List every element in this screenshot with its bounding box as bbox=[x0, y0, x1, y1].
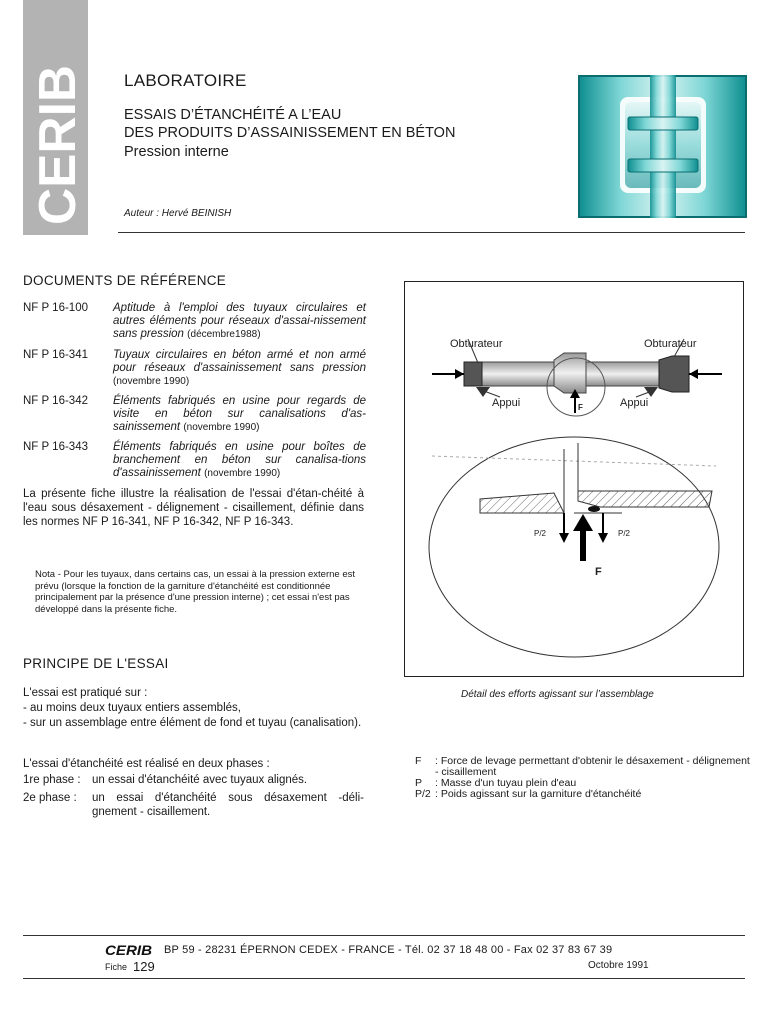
footer-address: BP 59 - 28231 ÉPERNON CEDEX - FRANCE - Tél. 02 37 18 48 00 - Fax 02 37 83 67 39 bbox=[164, 944, 613, 956]
label-f-small: F bbox=[578, 403, 583, 412]
figure-caption: Détail des efforts agissant sur l’assemblage bbox=[461, 689, 654, 700]
phases-intro: L'essai d'étanchéité est réalisé en deux phases : bbox=[23, 758, 270, 770]
label-f-large: F bbox=[595, 566, 602, 578]
principe-bullet-2: - sur un assemblage entre élément de fond et tuyau (canalisation). bbox=[23, 717, 362, 729]
author: Auteur : Hervé BEINISH bbox=[124, 208, 232, 219]
label-appui-right: Appui bbox=[620, 397, 649, 409]
reference-code: NF P 16-100 bbox=[23, 302, 88, 314]
label-p2-right: P/2 bbox=[618, 529, 631, 538]
principe-bullet-1: - au moins deux tuyaux entiers assemblés, bbox=[23, 702, 241, 714]
reference-item bbox=[23, 302, 368, 342]
footer-rule-bottom bbox=[23, 978, 745, 979]
reference-description: Tuyaux circulaires en béton armé et non armé pour réseaux d'assainissement sans pression (novembre 1990) bbox=[113, 349, 366, 387]
reference-item bbox=[23, 441, 368, 481]
reference-code: NF P 16-343 bbox=[23, 441, 88, 453]
label-appui-left: Appui bbox=[492, 397, 521, 409]
sidebar-band bbox=[23, 0, 88, 235]
footer-logo bbox=[105, 942, 153, 958]
subtitle-line-1: ESSAIS D’ÉTANCHÉITÉ A L’EAU bbox=[124, 107, 342, 123]
legend-text-p2: : Poids agissant sur la garniture d'étanchéité bbox=[435, 788, 642, 800]
reference-code: NF P 16-341 bbox=[23, 349, 88, 361]
phase-2-text: un essai d'étanchéité sous désaxement -déli-gnement - cisaillement. bbox=[92, 792, 364, 818]
pipe-joint-illustration bbox=[578, 75, 747, 218]
footer-rule-top bbox=[23, 935, 745, 936]
footer-date: Octobre 1991 bbox=[588, 960, 649, 971]
subtitle-line-2: DES PRODUITS D’ASSAINISSEMENT EN BÉTON bbox=[124, 125, 456, 141]
figure-legend bbox=[415, 756, 755, 800]
header-rule bbox=[118, 232, 745, 233]
figure-frame bbox=[404, 281, 744, 677]
phase-1-text: un essai d'étanchéité avec tuyaux alignés. bbox=[92, 774, 308, 786]
cerib-logo bbox=[23, 0, 88, 235]
svg-text:CERIB: CERIB bbox=[105, 942, 152, 958]
page-title: LABORATOIRE bbox=[124, 71, 247, 90]
subtitle-line-3: Pression interne bbox=[124, 144, 229, 160]
reference-description: Éléments fabriqués en usine pour regards de visite en béton sur canalisations d'as-sainissement (novembre 1990) bbox=[113, 395, 366, 433]
footer-fiche-number: 129 bbox=[133, 959, 155, 974]
legend-key-p: P bbox=[415, 777, 423, 789]
svg-text:CERIB: CERIB bbox=[29, 63, 87, 225]
reference-description: Aptitude à l'emploi des tuyaux circulaires et autres éléments pour réseaux d'assai-nissement sans pression (décembre1988) bbox=[113, 302, 366, 340]
legend-key-f: F bbox=[415, 755, 422, 767]
footer-fiche-label: Fiche bbox=[105, 962, 128, 972]
label-p2-left: P/2 bbox=[534, 529, 547, 538]
legend-text-p: : Masse d'un tuyau plein d'eau bbox=[435, 777, 577, 789]
phase-2-label: 2e phase : bbox=[23, 792, 77, 804]
reference-item bbox=[23, 349, 368, 389]
reference-description: Éléments fabriqués en usine pour boîtes de branchement en béton sur canalisa-tions d'assainissement (novembre 1990) bbox=[113, 441, 366, 479]
references-paragraph: La présente fiche illustre la réalisation de l'essai d'étan-chéité à l'eau sous désaxement - délignement - cisaillement, définie dans les normes NF P 16-341, NF P 16-342, NF P 16-343. bbox=[23, 488, 364, 528]
principe-title: PRINCIPE DE L'ESSAI bbox=[23, 656, 169, 671]
reference-item bbox=[23, 395, 368, 435]
phase-1-label: 1re phase : bbox=[23, 774, 81, 786]
principe-intro: L'essai est pratiqué sur : bbox=[23, 687, 148, 699]
label-obturateur-right: Obturateur bbox=[644, 338, 697, 350]
reference-code: NF P 16-342 bbox=[23, 395, 88, 407]
legend-key-p2: P/2 bbox=[415, 788, 431, 800]
legend-text-f: : Force de levage permettant d'obtenir le désaxement - délignement - cisaillement bbox=[435, 755, 750, 778]
nota-text: Nota - Pour les tuyaux, dans certains cas, un essai à la pression externe est prévu (lorsque la fonction de la garniture d'étanchéité est conditionnée principalement par la présence d'une pression interne) ; cet essai n'est pas développé dans la présente fiche. bbox=[35, 569, 355, 615]
references-title: DOCUMENTS DE RÉFÉRENCE bbox=[23, 273, 227, 288]
label-obturateur-left: Obturateur bbox=[450, 338, 503, 350]
